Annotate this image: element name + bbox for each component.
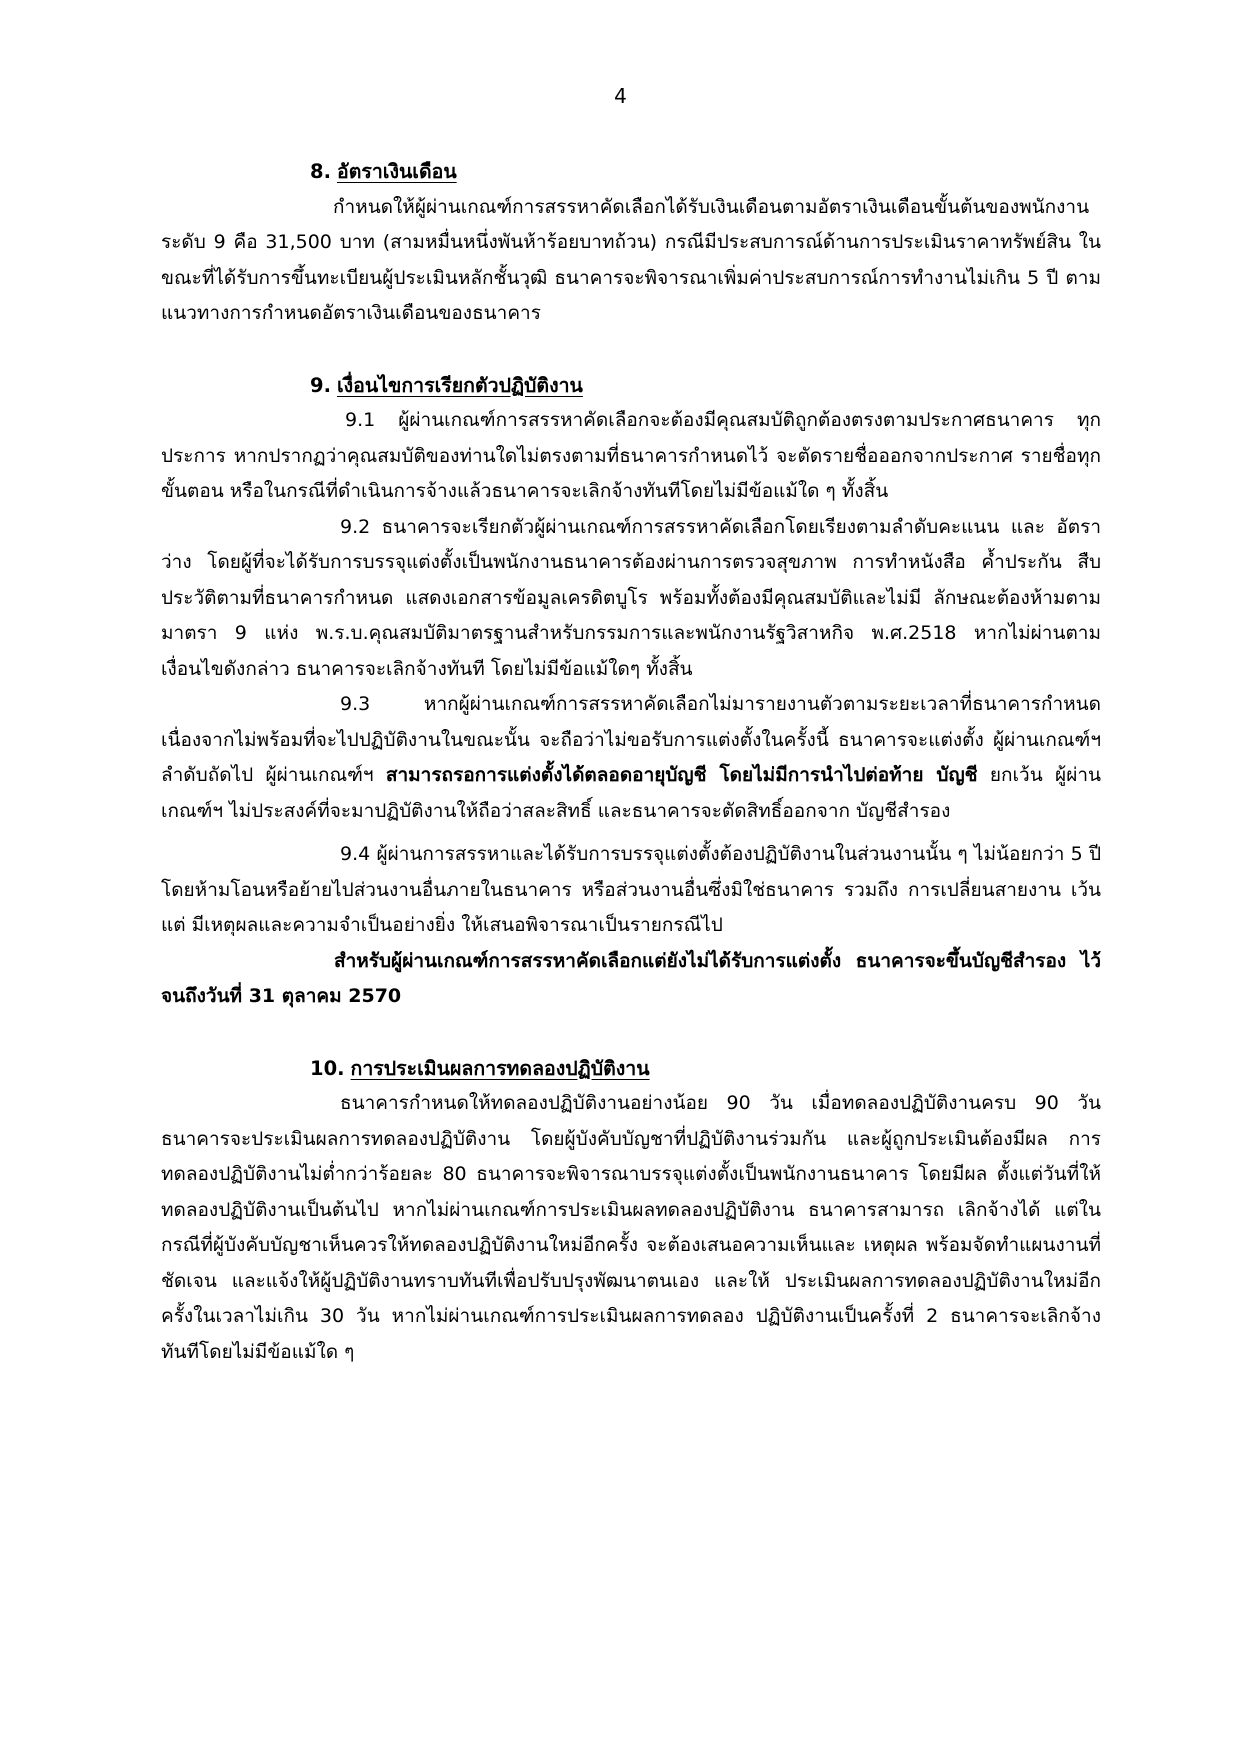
section-10-title: การประเมินผลการทดลองปฏิบัติงาน <box>350 1056 650 1080</box>
document-body <box>161 154 1101 1370</box>
section-9-1-paragraph: 9.1 ผู้ผ่านเกณฑ์การสรรหาคัดเลือกจะต้องมีคุณสมบัติถูกต้องตรงตามประกาศธนาคาร ทุกประการ หากปรากฏว่าคุณสมบัติของท่านใดไม่ตรงตามที่ธนาคารกำหนดไว้ จะตัดรายชื่อออกจากประกาศ รายชื่อทุกขั้นตอน หรือในกรณีที่ดำเนินการจ้างแล้วธนาคารจะเลิกจ้างทันทีโดยไม่มีข้อแม้ใด ๆ ทั้งสิ้น <box>161 409 1101 502</box>
section-9-reserve-list-note: สำหรับผู้ผ่านเกณฑ์การสรรหาคัดเลือกแต่ยังไม่ได้รับการแต่งตั้ง ธนาคารจะขึ้นบัญชีสำรอง ไว้จนถึงวันที่ 31 ตุลาคม 2570 <box>161 949 1101 1007</box>
section-gap <box>161 332 1101 368</box>
section-9-4-paragraph: 9.4 ผู้ผ่านการสรรหาและได้รับการบรรจุแต่งตั้งต้องปฏิบัติงานในส่วนงานนั้น ๆ ไม่น้อยกว่า 5 ปี โดยห้ามโอนหรือย้ายไปส่วนงานอื่นภายในธนาคาร หรือส่วนงานอื่นซึ่งมิใช่ธนาคาร รวมถึง การเปลี่ยนสายงาน เว้นแต่ มีเหตุผลและความจำเป็นอย่างยิ่ง ให้เสนอพิจารณาเป็นรายกรณีไป <box>161 843 1101 936</box>
section-8-paragraph: กำหนดให้ผู้ผ่านเกณฑ์การสรรหาคัดเลือกได้รับเงินเดือนตามอัตราเงินเดือนขั้นต้นของพนักงาน ระดับ 9 คือ 31,500 บาท (สามหมื่นหนึ่งพันห้าร้อยบาทถ้วน) กรณีมีประสบการณ์ด้านการประเมินราคาทรัพย์สิน ในขณะที่ได้รับการขึ้นทะเบียนผู้ประเมินหลักชั้นวุฒิ ธนาคารจะพิจารณาเพิ่มค่าประสบการณ์การทำงานไม่เกิน 5 ปี ตามแนวทางการกำหนดอัตราเงินเดือนของธนาคาร <box>161 195 1101 324</box>
section-9 <box>161 368 1101 1015</box>
section-9-3-bold-text: สามารถรอการแต่งตั้งได้ตลอดอายุบัญชี โดยไม่มีการนำไปต่อท้าย บัญชี <box>385 764 978 786</box>
section-10-number: 10. <box>310 1056 345 1080</box>
section-8-number: 8. <box>310 160 331 183</box>
section-9-2-paragraph: 9.2 ธนาคารจะเรียกตัวผู้ผ่านเกณฑ์การสรรหาคัดเลือกโดยเรียงตามลำดับคะแนน และ อัตราว่าง โดยผู้ที่จะได้รับการบรรจุแต่งตั้งเป็นพนักงานธนาคารต้องผ่านการตรวจสุขภาพ การทำหนังสือ ค้ำประกัน สืบประวัติตามที่ธนาคารกำหนด แสดงเอกสารข้อมูลเครดิตบูโร พร้อมทั้งต้องมีคุณสมบัติและไม่มี ลักษณะต้องห้ามตามมาตรา 9 แห่ง พ.ร.บ.คุณสมบัติมาตรฐานสำหรับกรรมการและพนักงานรัฐวิสาหกิจ พ.ศ.2518 หากไม่ผ่านตามเงื่อนไขดังกล่าว ธนาคารจะเลิกจ้างทันที โดยไม่มีข้อแม้ใดๆ ทั้งสิ้น <box>161 515 1101 680</box>
section-10-heading <box>310 1051 1101 1087</box>
section-9-3-text-a: 9.3 หากผู้ผ่านเกณฑ์การสรรหาคัดเลือกไม่มารายงานตัวตามระยะเวลาที่ธนาคารกำหนด เนื่องจากไม่พร้อมที่จะไปปฏิบัติงานในขณะนั้น จะถือว่าไม่ขอรับการแต่งตั้งในครั้งนี้ ธนาคารจะแต่งตั้ง ผู้ผ่านเกณฑ์ฯ ลำดับถัดไป ผู้ผ่านเกณฑ์ฯ <box>161 693 1101 786</box>
section-9-3-paragraph <box>161 687 1101 829</box>
page-number: 4 <box>614 84 627 108</box>
section-9-3-text-b: ยกเว้น ผู้ผ่านเกณฑ์ฯ ไม่ประสงค์ที่จะมาปฏิบัติงานให้ถือว่าสละสิทธิ์ และธนาคารจะตัดสิทธิ์ออกจาก บัญชีสำรอง <box>161 764 1101 822</box>
section-8-title: อัตราเงินเดือน <box>336 160 457 183</box>
paragraph-gap <box>161 829 1101 837</box>
section-8-heading <box>310 154 1101 190</box>
section-9-number: 9. <box>310 373 331 397</box>
section-8 <box>161 154 1101 332</box>
section-9-heading <box>310 368 1101 404</box>
section-10 <box>161 1051 1101 1371</box>
section-10-paragraph: ธนาคารกำหนดให้ทดลองปฏิบัติงานอย่างน้อย 90 วัน เมื่อทดลองปฏิบัติงานครบ 90 วัน ธนาคารจะประเมินผลการทดลองปฏิบัติงาน โดยผู้บังคับบัญชาที่ปฏิบัติงานร่วมกัน และผู้ถูกประเมินต้องมีผล การทดลองปฏิบัติงานไม่ต่ำกว่าร้อยละ 80 ธนาคารจะพิจารณาบรรจุแต่งตั้งเป็นพนักงานธนาคาร โดยมีผล ตั้งแต่วันที่ให้ทดลองปฏิบัติงานเป็นต้นไป หากไม่ผ่านเกณฑ์การประเมินผลทดลองปฏิบัติงาน ธนาคารสามารถ เลิกจ้างได้ แต่ในกรณีที่ผู้บังคับบัญชาเห็นควรให้ทดลองปฏิบัติงานใหม่อีกครั้ง จะต้องเสนอความเห็นและ เหตุผล พร้อมจัดทำแผนงานที่ชัดเจน และแจ้งให้ผู้ปฏิบัติงานทราบทันทีเพื่อปรับปรุงพัฒนาตนเอง และให้ ประเมินผลการทดลองปฏิบัติงานใหม่อีกครั้งในเวลาไม่เกิน 30 วัน หากไม่ผ่านเกณฑ์การประเมินผลการทดลอง ปฏิบัติงานเป็นครั้งที่ 2 ธนาคารจะเลิกจ้างทันทีโดยไม่มีข้อแม้ใด ๆ <box>161 1092 1101 1363</box>
section-9-title: เงื่อนไขการเรียกตัวปฏิบัติงาน <box>336 373 583 397</box>
section-gap <box>161 1015 1101 1051</box>
